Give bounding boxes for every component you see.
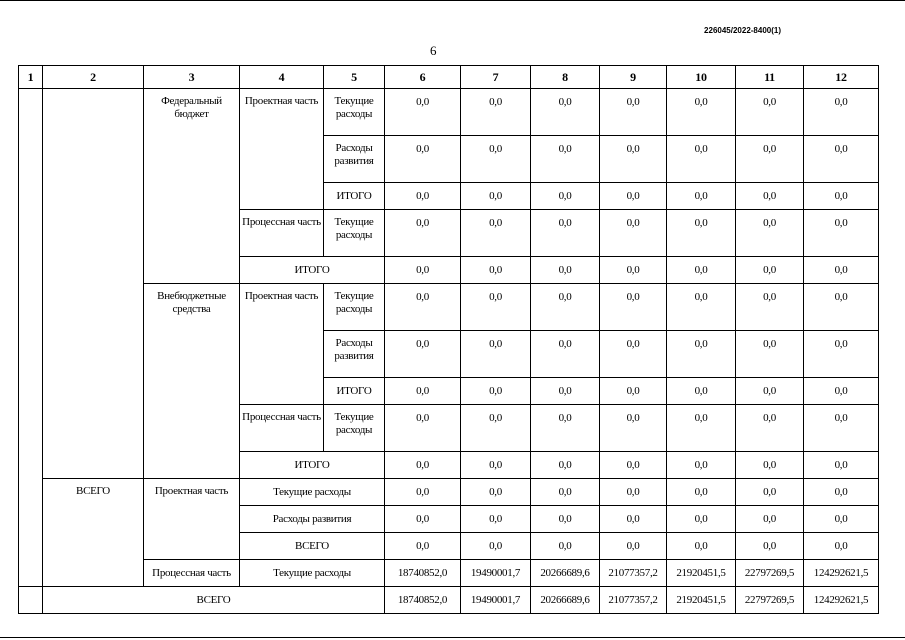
process-part-label: Процессная часть [144, 560, 240, 587]
value-cell: 0,0 [600, 533, 667, 560]
vsego-label: ВСЕГО [43, 479, 144, 587]
value-cell: 0,0 [804, 257, 879, 284]
project-part-label: Проектная часть [144, 479, 240, 560]
project-part-label: Проектная часть [240, 284, 324, 405]
value-cell: 0,0 [385, 331, 461, 378]
value-cell: 0,0 [531, 89, 600, 136]
value-cell: 0,0 [385, 533, 461, 560]
value-cell: 0,0 [600, 378, 667, 405]
value-cell: 0,0 [736, 284, 804, 331]
value-cell: 0,0 [600, 506, 667, 533]
dev-exp-label: Расходы развития [240, 506, 385, 533]
value-cell: 0,0 [531, 136, 600, 183]
col1-cell [19, 89, 43, 587]
value-cell: 0,0 [385, 183, 461, 210]
dev-exp-label: Расходы развития [324, 136, 385, 183]
value-cell: 0,0 [600, 136, 667, 183]
value-cell: 22797269,5 [736, 587, 804, 614]
value-cell: 22797269,5 [736, 560, 804, 587]
col2-cell [43, 89, 144, 479]
value-cell: 0,0 [461, 210, 531, 257]
value-cell: 0,0 [667, 533, 736, 560]
itogo-label: ИТОГО [240, 452, 385, 479]
value-cell: 0,0 [600, 405, 667, 452]
header-row [19, 66, 879, 89]
itogo-label: ИТОГО [324, 378, 385, 405]
value-cell: 0,0 [736, 405, 804, 452]
header-cell: 9 [600, 66, 667, 89]
value-cell: 0,0 [736, 479, 804, 506]
value-cell: 0,0 [531, 533, 600, 560]
value-cell: 20266689,6 [531, 560, 600, 587]
header-cell: 10 [667, 66, 736, 89]
value-cell: 0,0 [385, 479, 461, 506]
table-row [19, 89, 879, 136]
header-cell: 8 [531, 66, 600, 89]
value-cell: 0,0 [667, 506, 736, 533]
itogo-label: ИТОГО [324, 183, 385, 210]
value-cell: 0,0 [736, 257, 804, 284]
header-cell: 2 [43, 66, 144, 89]
value-cell: 0,0 [531, 284, 600, 331]
value-cell: 0,0 [531, 479, 600, 506]
col2-cell [19, 587, 43, 614]
value-cell: 0,0 [804, 479, 879, 506]
value-cell: 0,0 [736, 452, 804, 479]
value-cell: 0,0 [804, 452, 879, 479]
project-part-label: Проектная часть [240, 89, 324, 210]
value-cell: 0,0 [736, 89, 804, 136]
value-cell: 0,0 [461, 452, 531, 479]
value-cell: 0,0 [531, 405, 600, 452]
value-cell: 0,0 [385, 405, 461, 452]
value-cell: 0,0 [667, 183, 736, 210]
current-exp-label: Текущие расходы [240, 560, 385, 587]
value-cell: 0,0 [531, 210, 600, 257]
value-cell: 0,0 [385, 378, 461, 405]
header-cell: 1 [19, 66, 43, 89]
value-cell: 0,0 [385, 506, 461, 533]
value-cell: 0,0 [804, 506, 879, 533]
value-cell: 0,0 [667, 331, 736, 378]
value-cell: 0,0 [804, 136, 879, 183]
value-cell: 0,0 [600, 284, 667, 331]
value-cell: 0,0 [804, 183, 879, 210]
frame-top-line [0, 0, 905, 1]
value-cell: 0,0 [385, 136, 461, 183]
fed-budget-label: Федеральный бюджет [144, 89, 240, 284]
value-cell: 0,0 [461, 331, 531, 378]
value-cell: 19490001,7 [461, 587, 531, 614]
value-cell: 0,0 [461, 506, 531, 533]
vsego-label: ВСЕГО [240, 533, 385, 560]
header-cell: 5 [324, 66, 385, 89]
value-cell: 0,0 [461, 378, 531, 405]
header-cell: 3 [144, 66, 240, 89]
value-cell: 0,0 [385, 89, 461, 136]
value-cell: 0,0 [667, 452, 736, 479]
value-cell: 0,0 [461, 533, 531, 560]
value-cell: 21920451,5 [667, 587, 736, 614]
value-cell: 0,0 [385, 452, 461, 479]
header-cell: 12 [804, 66, 879, 89]
value-cell: 0,0 [804, 284, 879, 331]
value-cell: 20266689,6 [531, 587, 600, 614]
value-cell: 0,0 [804, 210, 879, 257]
page-number: 6 [430, 43, 437, 58]
value-cell: 0,0 [600, 479, 667, 506]
value-cell: 0,0 [736, 331, 804, 378]
value-cell: 0,0 [736, 533, 804, 560]
table-row [19, 587, 879, 614]
current-exp-label: Текущие расходы [240, 479, 385, 506]
header-cell: 7 [461, 66, 531, 89]
value-cell: 0,0 [667, 257, 736, 284]
value-cell: 0,0 [461, 136, 531, 183]
vsego-label: ВСЕГО [43, 587, 385, 614]
value-cell: 0,0 [461, 257, 531, 284]
current-exp-label: Текущие расходы [324, 210, 385, 257]
value-cell: 21920451,5 [667, 560, 736, 587]
header-cell: 6 [385, 66, 461, 89]
value-cell: 0,0 [531, 452, 600, 479]
header-cell: 4 [240, 66, 324, 89]
budget-table [18, 65, 879, 614]
value-cell: 0,0 [736, 136, 804, 183]
value-cell: 0,0 [667, 89, 736, 136]
value-cell: 0,0 [600, 183, 667, 210]
value-cell: 0,0 [461, 284, 531, 331]
value-cell: 0,0 [531, 506, 600, 533]
value-cell: 18740852,0 [385, 587, 461, 614]
frame-bottom-line [0, 637, 905, 638]
value-cell: 0,0 [385, 284, 461, 331]
value-cell: 0,0 [804, 331, 879, 378]
value-cell: 0,0 [600, 257, 667, 284]
value-cell: 0,0 [385, 257, 461, 284]
value-cell: 0,0 [600, 89, 667, 136]
value-cell: 0,0 [667, 479, 736, 506]
current-exp-label: Текущие расходы [324, 89, 385, 136]
value-cell: 0,0 [667, 378, 736, 405]
value-cell: 0,0 [804, 378, 879, 405]
value-cell: 0,0 [531, 257, 600, 284]
dev-exp-label: Расходы развития [324, 331, 385, 378]
value-cell: 0,0 [461, 479, 531, 506]
value-cell: 0,0 [600, 452, 667, 479]
current-exp-label: Текущие расходы [324, 284, 385, 331]
value-cell: 0,0 [531, 378, 600, 405]
value-cell: 0,0 [804, 405, 879, 452]
value-cell: 0,0 [600, 210, 667, 257]
value-cell: 0,0 [667, 405, 736, 452]
value-cell: 0,0 [736, 210, 804, 257]
value-cell: 0,0 [736, 183, 804, 210]
process-part-label: Процессная часть [240, 405, 324, 452]
value-cell: 21077357,2 [600, 560, 667, 587]
value-cell: 21077357,2 [600, 587, 667, 614]
value-cell: 0,0 [804, 533, 879, 560]
value-cell: 0,0 [736, 506, 804, 533]
value-cell: 124292621,5 [804, 587, 879, 614]
value-cell: 18740852,0 [385, 560, 461, 587]
table-row [19, 479, 879, 506]
value-cell: 19490001,7 [461, 560, 531, 587]
value-cell: 0,0 [531, 183, 600, 210]
header-cell: 11 [736, 66, 804, 89]
value-cell: 0,0 [385, 210, 461, 257]
value-cell: 0,0 [461, 405, 531, 452]
document-id: 226045/2022-8400(1) [704, 26, 781, 35]
current-exp-label: Текущие расходы [324, 405, 385, 452]
table-row [19, 284, 879, 331]
value-cell: 0,0 [531, 331, 600, 378]
value-cell: 0,0 [600, 331, 667, 378]
value-cell: 0,0 [804, 89, 879, 136]
extra-budget-label: Внебюджетные средства [144, 284, 240, 479]
table-row [19, 560, 879, 587]
process-part-label: Процессная часть [240, 210, 324, 257]
value-cell: 0,0 [461, 89, 531, 136]
value-cell: 0,0 [667, 284, 736, 331]
value-cell: 0,0 [736, 378, 804, 405]
itogo-label: ИТОГО [240, 257, 385, 284]
value-cell: 0,0 [461, 183, 531, 210]
value-cell: 0,0 [667, 210, 736, 257]
value-cell: 0,0 [667, 136, 736, 183]
value-cell: 124292621,5 [804, 560, 879, 587]
